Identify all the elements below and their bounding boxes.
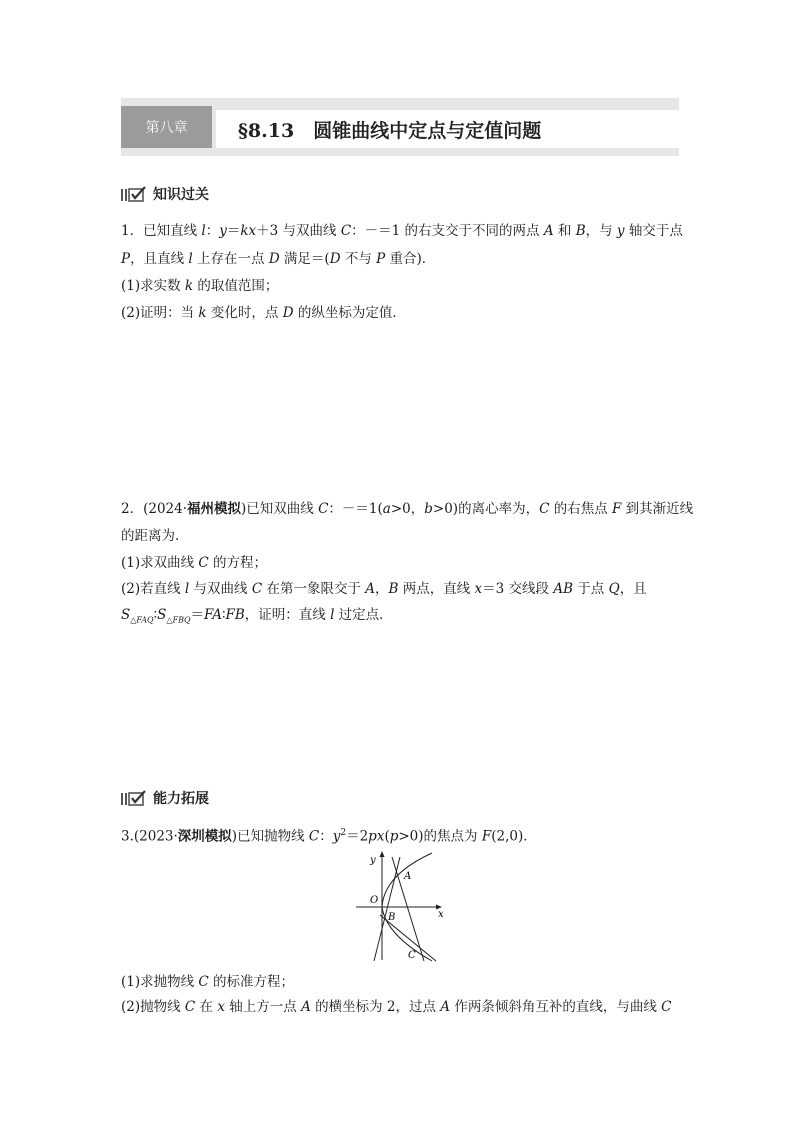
checklist-icon <box>121 186 147 202</box>
checklist-icon <box>121 790 147 806</box>
p2-question2: (2)若直线 l 与双曲线 C 在第一象限交于 A，B 两点，直线 x＝3 交线段 AB 于点 Q，且 <box>121 581 647 597</box>
label-o: O <box>370 895 379 906</box>
p2-question2-cont: $S_{\triangle FAQ}∶S_{\triangle FBQ}=FA∶FB$，证明：直线 l 过定点． <box>121 607 393 625</box>
p1-question1: (1)求实数 k 的取值范围； <box>121 278 279 294</box>
chapter-tab: 第八章 <box>121 106 212 148</box>
parabola-figure <box>350 845 450 965</box>
p1-line2: P，且直线 l 上存在一点 D 满足＝(D 不与 P 重合)． <box>121 251 436 267</box>
p2-line2: 的距离为. <box>121 528 180 544</box>
label-a: A <box>404 871 412 882</box>
label-x: x <box>438 909 444 920</box>
page-title: §8.13 圆锥曲线中定点与定值问题 <box>238 119 542 142</box>
title-box <box>216 110 679 148</box>
p1-question2: (2)证明：当 k 变化时，点 D 的纵坐标为定值． <box>121 305 406 321</box>
label-y: y <box>370 855 376 866</box>
p3-question2: (2)抛物线 C 在 x 轴上方一点 A 的横坐标为 2，过点 A 作两条倾斜角互补的直线，与曲线 C <box>121 999 672 1015</box>
p1-line1: 1．已知直线 l：y＝kx＋3 与双曲线 C：－＝1 的右支交于不同的两点 A 和 B，与 y 轴交于点 <box>121 223 683 239</box>
p2-line1: 2．(2024·福州模拟)已知双曲线 C：－＝1(a>0，b>0)的离心率为，C 的右焦点 F 到其渐近线 <box>121 501 694 517</box>
label-b: B <box>388 912 396 923</box>
line-ab <box>374 857 400 961</box>
section-knowledge-label: 知识过关 <box>153 187 209 203</box>
section-knowledge <box>121 184 209 204</box>
label-c: C <box>408 950 416 961</box>
p2-question1: (1)求双曲线 C 的方程； <box>121 555 268 571</box>
section-ability <box>121 788 209 808</box>
y-axis-arrow <box>380 851 385 857</box>
p3-question1: (1)求抛物线 C 的标准方程； <box>121 974 295 990</box>
p3-line1: 3.(2023·深圳模拟)已知抛物线 C：$y^2=2px(p>0)$的焦点为 F(2,0)． <box>121 828 537 845</box>
section-ability-label: 能力拓展 <box>153 791 209 807</box>
